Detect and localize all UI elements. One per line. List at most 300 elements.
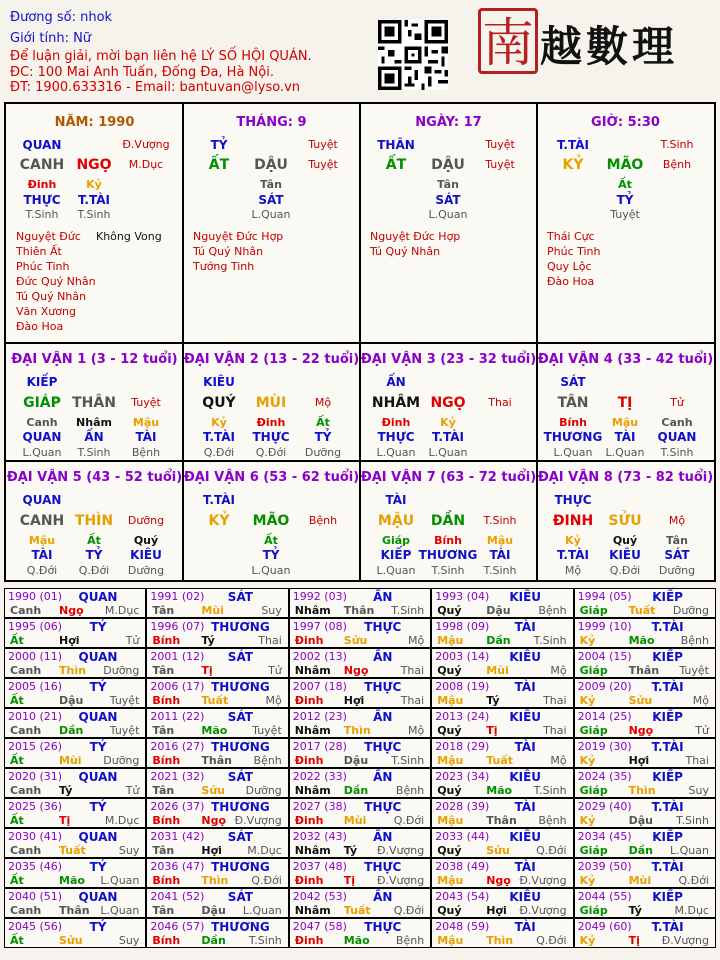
year-phase: Đ.Vượng (519, 874, 567, 887)
year-stem: Ất (10, 694, 24, 707)
year-cell (146, 828, 288, 858)
year-label: 2036 (47) (150, 860, 205, 873)
year-phase: T.Sinh (533, 634, 567, 647)
year-branch: Dậu (628, 814, 653, 827)
hidden-phase: T.Sinh (660, 446, 694, 459)
dai-van-title: ĐẠI VẬN 7 (63 - 72 tuổi) (360, 470, 537, 485)
year-cell (4, 768, 146, 798)
year-star: ẤN (373, 890, 393, 904)
year-label: 2028 (39) (435, 800, 490, 813)
year-stem: Quý (437, 724, 462, 737)
qr-code-icon (378, 20, 448, 90)
year-cell (4, 918, 146, 948)
year-star: KIÊU (509, 830, 542, 844)
year-stem: Giáp (579, 604, 608, 617)
year-branch: Sửu (201, 784, 225, 797)
earthly-branch: DẬU (431, 157, 465, 173)
year-cell (4, 618, 146, 648)
seal-stamp: 南 (478, 8, 538, 74)
hidden-star: TÀI (614, 430, 636, 444)
year-star: THƯƠNG (211, 740, 270, 754)
special-star: Thiên Ất (16, 245, 62, 258)
year-star: THƯƠNG (211, 620, 270, 634)
year-stem: Tân (152, 784, 175, 797)
year-phase: Q.Đới (536, 844, 567, 857)
hidden-star: THỰC (252, 430, 290, 444)
hidden-stem: Mậu (486, 534, 514, 547)
year-label: 2009 (20) (577, 680, 632, 693)
hidden-star: T.TÀI (432, 430, 464, 444)
year-label: 2019 (30) (577, 740, 632, 753)
year-star: TỶ (89, 620, 107, 634)
special-star: Văn Xương (16, 305, 76, 318)
special-star: Nguyệt Đức Hợp (193, 230, 284, 243)
year-stem: Bính (152, 814, 181, 827)
year-cell (431, 618, 573, 648)
hidden-star: TỶ (314, 430, 332, 444)
year-label: 2024 (35) (577, 770, 632, 783)
branch-phase: M.Dục (128, 158, 164, 171)
year-cell (289, 768, 431, 798)
pillar-title: NĂM: 1990 (54, 115, 135, 130)
year-phase: Suy (688, 784, 709, 797)
year-stem: Nhâm (294, 844, 331, 857)
year-branch: Dần (486, 634, 511, 647)
year-label: 2035 (46) (8, 860, 63, 873)
year-branch: Ngọ (486, 874, 511, 887)
year-cell (4, 678, 146, 708)
branch-phase: Tuyệt (308, 158, 338, 171)
year-phase: Q.Đới (678, 874, 709, 887)
year-branch: Tuất (486, 754, 513, 767)
year-phase: Tuyệt (252, 724, 282, 737)
year-branch: Mùi (343, 814, 367, 827)
year-label: 2043 (54) (435, 890, 490, 903)
year-label: 2031 (42) (150, 830, 205, 843)
year-stem: Giáp (579, 724, 608, 737)
branch-phase: T.Sinh (483, 514, 517, 527)
special-star: Tú Quý Nhân (16, 290, 87, 303)
year-stem: Bính (152, 874, 181, 887)
earthly-branch: MÃO (606, 157, 644, 173)
stem-phase: Đ.Vượng (122, 138, 170, 151)
year-stem: Ất (10, 874, 24, 887)
hidden-star: QUAN (657, 430, 697, 444)
year-stem: Giáp (579, 844, 608, 857)
year-label: 1995 (06) (8, 620, 63, 633)
hidden-phase: Q.Đới (26, 564, 58, 577)
year-label: 1994 (05) (577, 590, 632, 603)
year-stem: Tân (152, 604, 175, 617)
year-star: KIÊU (509, 890, 542, 904)
year-phase: Thai (543, 724, 567, 737)
year-stem: Kỷ (579, 634, 596, 647)
dai-van-title: ĐẠI VẬN 3 (23 - 32 tuổi) (360, 352, 537, 367)
year-star: TÀI (514, 860, 536, 874)
year-phase: L.Quan (100, 904, 140, 917)
year-label: 2000 (11) (8, 650, 63, 663)
year-cell (146, 888, 288, 918)
year-cell (289, 708, 431, 738)
year-star: KIẾP (652, 650, 683, 664)
year-phase: Tuyệt (109, 694, 140, 707)
pillar-4 (537, 104, 714, 342)
year-phase: Suy (118, 844, 140, 857)
year-branch: Tý (343, 844, 358, 857)
year-cell (146, 768, 288, 798)
heavenly-stem: KỶ (562, 157, 584, 173)
year-star: KIẾP (652, 710, 683, 724)
branch-phase: Mộ (668, 514, 686, 527)
year-label: 2018 (29) (435, 740, 490, 753)
hidden-phase: T.Sinh (77, 208, 111, 221)
year-branch: Thân (201, 754, 232, 767)
year-branch: Tuất (201, 694, 229, 707)
year-phase: Mộ (550, 754, 567, 767)
stem-star: KIẾP (26, 375, 58, 389)
special-star: Đức Quý Nhân (16, 275, 96, 288)
year-stem: Kỷ (579, 934, 596, 947)
year-phase: Q.Đới (536, 934, 567, 947)
year-phase: Mộ (692, 694, 709, 707)
year-branch: Thân (486, 814, 517, 827)
year-star: KIẾP (652, 770, 683, 784)
hidden-star: THỰC (377, 430, 415, 444)
year-phase: Mộ (550, 664, 567, 677)
year-cell (289, 858, 431, 888)
dai-van-6 (183, 462, 360, 578)
year-star: SÁT (227, 650, 253, 664)
year-phase: Thai (400, 664, 425, 677)
branch-phase: Tuyệt (131, 396, 161, 409)
year-phase: Thai (400, 694, 425, 707)
year-label: 2030 (41) (8, 830, 63, 843)
year-phase: Tử (125, 634, 140, 647)
year-stem: Mậu (437, 934, 464, 947)
year-branch: Tuất (628, 604, 656, 617)
year-label: 2032 (43) (292, 830, 347, 843)
year-phase: Suy (118, 934, 140, 947)
dai-van-7 (360, 462, 537, 578)
special-star: Phúc Tinh (16, 260, 70, 273)
year-branch: Tị (343, 874, 356, 887)
year-star: T.TÀI (651, 920, 684, 934)
year-stem: Đinh (294, 754, 324, 767)
year-star: QUAN (78, 830, 118, 844)
year-stem: Ất (10, 634, 24, 647)
year-phase: Đ.Vượng (661, 934, 709, 947)
year-branch: Tý (628, 904, 642, 917)
hidden-phase: T.Sinh (431, 564, 465, 577)
year-label: 2027 (38) (292, 800, 347, 813)
year-cell (4, 828, 146, 858)
stem-star: SÁT (560, 375, 586, 389)
earthly-branch: MÃO (252, 513, 290, 529)
year-label: 2017 (28) (292, 740, 347, 753)
hidden-stem: Tân (666, 534, 688, 547)
pillar-title: THÁNG: 9 (236, 115, 307, 130)
hidden-star: TÀI (135, 430, 157, 444)
year-label: 2007 (18) (292, 680, 347, 693)
hidden-star: THƯƠNG (543, 430, 603, 444)
stem-star: TỶ (210, 138, 228, 152)
year-phase: Đ.Vượng (376, 874, 425, 887)
year-phase: T.Sinh (248, 934, 282, 947)
year-phase: Dưỡng (103, 754, 140, 767)
year-label: 2011 (22) (150, 710, 205, 723)
year-star: THỰC (364, 740, 402, 754)
year-branch: Dần (201, 934, 226, 947)
year-label: 2006 (17) (150, 680, 205, 693)
year-star: THƯƠNG (211, 800, 270, 814)
hidden-stem: Kỷ (440, 416, 456, 429)
year-star: KIẾP (652, 890, 683, 904)
year-cell (574, 708, 716, 738)
hidden-stem: Quý (133, 534, 159, 547)
pillar-2 (183, 104, 360, 342)
hidden-star: THƯƠNG (418, 548, 478, 562)
year-branch: Mão (201, 724, 228, 737)
year-star: KIẾP (652, 830, 683, 844)
year-star: SÁT (227, 710, 253, 724)
year-cell (289, 918, 431, 948)
hidden-phase: Q.Đới (255, 446, 287, 459)
heavenly-stem: MẬU (377, 513, 415, 529)
stem-phase: T.Sinh (660, 138, 694, 151)
year-phase: Bệnh (538, 814, 567, 827)
year-cell (289, 648, 431, 678)
year-star: QUAN (78, 650, 118, 664)
year-cell (574, 738, 716, 768)
year-cell (431, 798, 573, 828)
year-branch: Mão (59, 874, 85, 887)
year-branch: Hợi (343, 694, 365, 707)
pillar-1 (6, 104, 183, 342)
year-cell (431, 738, 573, 768)
branch-phase: Bệnh (308, 514, 338, 527)
branch-phase: Mộ (314, 396, 332, 409)
year-phase: Mộ (265, 694, 282, 707)
hidden-stem: Ất (316, 416, 330, 429)
earthly-branch: DẬU (254, 157, 288, 173)
year-label: 2004 (15) (577, 650, 632, 663)
hidden-stem: Mậu (132, 416, 160, 429)
hidden-stem: Đinh (256, 416, 286, 429)
year-stem: Nhâm (294, 604, 331, 617)
year-branch: Hợi (201, 844, 222, 857)
year-cell (146, 918, 288, 948)
hidden-phase: T.Sinh (25, 208, 59, 221)
hidden-stem: Quý (612, 534, 638, 547)
year-star: SÁT (227, 590, 253, 604)
year-cell (146, 588, 288, 618)
hidden-star: THỰC (23, 193, 61, 207)
year-phase: M.Dục (104, 814, 140, 827)
year-branch: Thìn (201, 874, 229, 887)
year-label: 2039 (50) (577, 860, 632, 873)
heavenly-stem: CANH (19, 157, 65, 173)
year-stem: Canh (10, 784, 42, 797)
year-phase: M.Dục (104, 604, 140, 617)
special-star: Tú Quý Nhân (193, 245, 264, 258)
year-cell (4, 858, 146, 888)
year-star: ẤN (373, 710, 393, 724)
year-star: KIÊU (509, 590, 542, 604)
dai-van-title: ĐẠI VẬN 5 (43 - 52 tuổi) (6, 470, 183, 485)
hidden-star: TÀI (489, 548, 511, 562)
year-phase: Đ.Vượng (519, 904, 567, 917)
year-cell (431, 858, 573, 888)
year-stem: Quý (437, 844, 462, 857)
hidden-star: TỶ (85, 548, 103, 562)
hidden-phase: Q.Đới (78, 564, 110, 577)
year-label: 2033 (44) (435, 830, 490, 843)
year-stem: Tân (152, 904, 175, 917)
year-cell (574, 768, 716, 798)
year-label: 2010 (21) (8, 710, 63, 723)
special-star: Tú Quý Nhân (370, 245, 441, 258)
year-star: TÀI (514, 680, 536, 694)
year-stem: Bính (152, 934, 181, 947)
year-phase: Dưỡng (245, 784, 282, 797)
year-phase: Đ.Vượng (376, 844, 425, 857)
year-stem: Kỷ (579, 814, 596, 827)
hidden-phase: L.Quan (605, 446, 645, 459)
year-branch: Sửu (628, 694, 653, 707)
year-cell (574, 918, 716, 948)
year-label: 1993 (04) (435, 590, 490, 603)
year-stem: Quý (437, 904, 462, 917)
year-label: 2002 (13) (292, 650, 347, 663)
dai-van-2 (183, 344, 360, 460)
year-star: QUAN (78, 710, 118, 724)
year-branch: Thân (628, 664, 660, 677)
earthly-branch: NGỌ (430, 395, 466, 411)
year-star: KIÊU (509, 650, 542, 664)
year-star: THƯƠNG (211, 860, 270, 874)
hidden-stem: Tân (260, 178, 282, 191)
year-branch: Tị (59, 814, 71, 827)
year-star: THỰC (364, 800, 402, 814)
hidden-star: KIẾP (380, 548, 412, 562)
year-label: 2008 (19) (435, 680, 490, 693)
year-star: TÀI (514, 620, 536, 634)
year-star: QUAN (78, 590, 118, 604)
heavenly-stem: ĐINH (552, 513, 594, 529)
dai-van-5 (6, 462, 183, 578)
year-stem: Giáp (579, 784, 608, 797)
hidden-star: T.TÀI (557, 548, 589, 562)
year-phase: Tử (268, 664, 282, 677)
year-cell (289, 738, 431, 768)
year-branch: Sửu (59, 934, 83, 947)
earthly-branch: TỊ (617, 395, 633, 411)
year-phase: Thai (258, 634, 282, 647)
hidden-phase: Q.Đới (203, 446, 235, 459)
year-branch: Mão (486, 784, 513, 797)
heavenly-stem: GIÁP (23, 395, 61, 411)
year-phase: Tử (695, 724, 709, 737)
year-label: 2034 (45) (577, 830, 632, 843)
year-star: T.TÀI (651, 800, 684, 814)
year-phase: T.Sinh (533, 784, 567, 797)
year-star: TỶ (89, 800, 107, 814)
year-star: TỶ (89, 680, 107, 694)
year-branch: Mão (343, 934, 370, 947)
year-phase: Mộ (407, 724, 425, 737)
hidden-star: TỶ (616, 193, 634, 207)
year-stem: Mậu (437, 634, 464, 647)
dai-van-3 (360, 344, 537, 460)
hidden-phase: L.Quan (428, 208, 468, 221)
year-cell (289, 678, 431, 708)
year-cell (146, 708, 288, 738)
brand-logo (478, 8, 714, 80)
stem-star: ẤN (386, 375, 406, 389)
year-branch: Tị (628, 934, 640, 947)
heavenly-stem: KỶ (208, 513, 230, 529)
year-phase: Bệnh (253, 754, 282, 767)
year-cell (431, 708, 573, 738)
year-phase: Bệnh (395, 934, 425, 947)
year-branch: Dậu (486, 604, 511, 617)
hidden-phase: L.Quan (22, 446, 62, 459)
year-star: T.TÀI (651, 860, 684, 874)
year-cell (574, 798, 716, 828)
year-label: 2012 (23) (292, 710, 347, 723)
year-cell (574, 648, 716, 678)
year-branch: Dậu (201, 904, 226, 917)
year-branch: Thân (59, 904, 90, 917)
chart-grid (4, 102, 716, 582)
year-branch: Thân (343, 604, 375, 617)
year-cell (431, 588, 573, 618)
year-cell (4, 648, 146, 678)
year-stem: Đinh (294, 874, 324, 887)
year-stem: Đinh (294, 934, 324, 947)
pillar-3 (360, 104, 537, 342)
special-star: Đào Hoa (16, 320, 64, 333)
hidden-stem: Kỷ (211, 416, 227, 429)
hidden-stem: Bính (434, 534, 462, 547)
contact-note: Để luận giải, mời bạn liên hệ LÝ SỐ HỘI QUÁN. (10, 49, 312, 64)
hidden-stem: Kỷ (86, 178, 102, 191)
year-phase: Q.Đới (393, 814, 425, 827)
year-cell (574, 828, 716, 858)
hidden-star: T.TÀI (203, 430, 235, 444)
year-stem: Ất (10, 934, 24, 947)
year-branch: Hợi (59, 634, 80, 647)
earthly-branch: DẦN (430, 513, 466, 529)
earthly-branch: NGỌ (76, 157, 112, 173)
year-stem: Nhâm (294, 724, 331, 737)
year-label: 2005 (16) (8, 680, 63, 693)
year-label: 2014 (25) (577, 710, 632, 723)
year-stem: Đinh (294, 634, 324, 647)
year-star: SÁT (227, 770, 253, 784)
year-phase: Bệnh (395, 784, 425, 797)
year-stem: Đinh (294, 814, 324, 827)
year-cell (4, 588, 146, 618)
dai-van-title: ĐẠI VẬN 1 (3 - 12 tuổi) (11, 352, 178, 367)
hidden-phase: Tuyệt (610, 208, 640, 221)
hidden-phase: Bệnh (131, 446, 161, 459)
dai-van-4 (537, 344, 714, 460)
earthly-branch: SỬU (608, 513, 642, 529)
year-star: QUAN (78, 890, 118, 904)
special-star: Quy Lộc (547, 260, 592, 273)
hidden-phase: L.Quan (251, 564, 291, 577)
